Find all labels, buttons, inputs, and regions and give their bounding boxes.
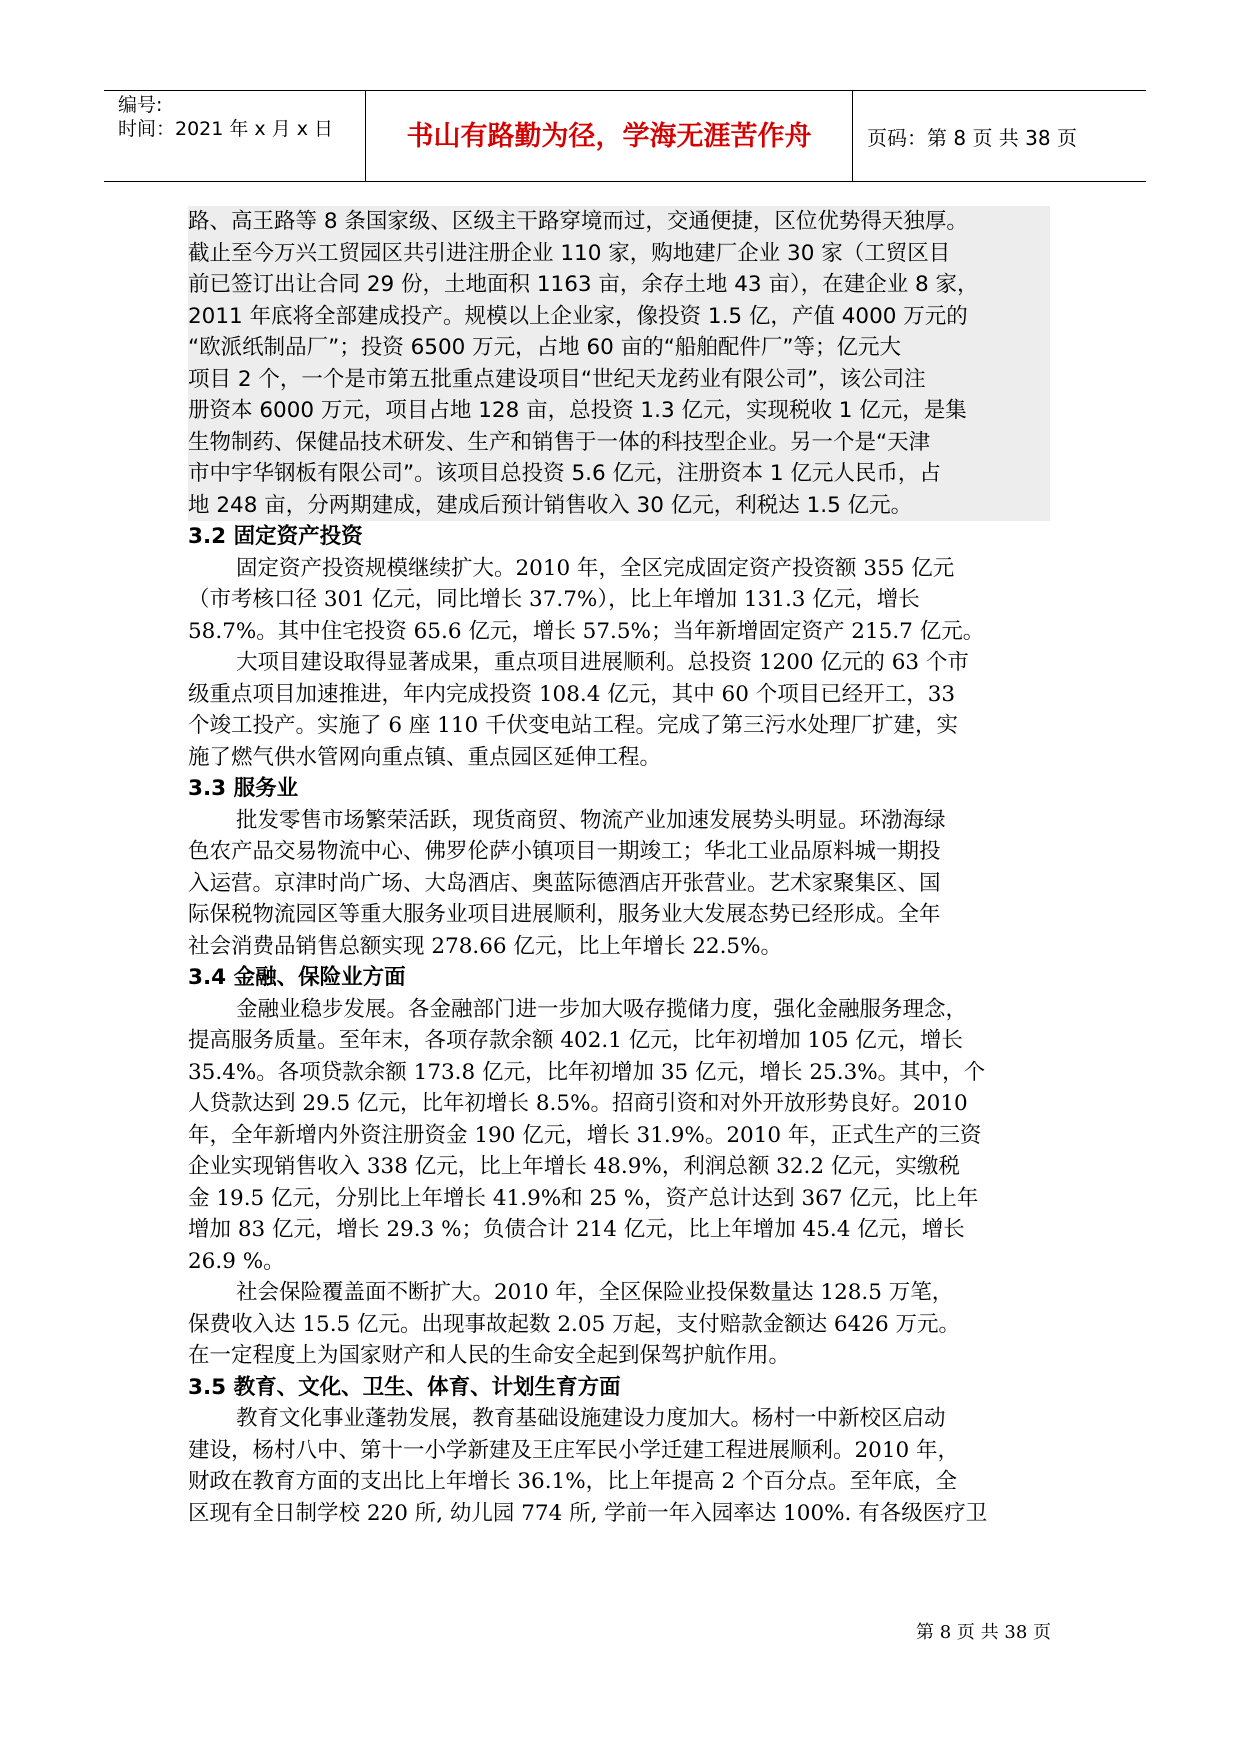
paragraph-line: 人贷款达到 29.5 亿元，比年初增长 8.5%。招商引资和对外开放形势良好。2010	[188, 1091, 968, 1116]
body-paragraph	[188, 994, 1050, 1278]
paragraph-line: 个竣工投产。实施了 6 座 110 千伏变电站工程。完成了第三污水处理厂扩建，实	[188, 713, 959, 738]
paragraph-line: 提高服务质量。至年末，各项存款余额 402.1 亿元，比年初增加 105 亿元，增长	[188, 1028, 963, 1053]
paragraph-line: 财政在教育方面的支出比上年增长 36.1%，比上年提高 2 个百分点。至年底，全	[188, 1469, 957, 1494]
page-footer: 第 8 页 共 38 页	[916, 1622, 1051, 1643]
paragraph-line: （市考核口径 301 亿元，同比增长 37.7%），比上年增加 131.3 亿元，增长	[188, 587, 920, 612]
section-heading: 3.4 金融、保险业方面	[188, 965, 406, 990]
intro-line: 市中宇华钢板有限公司”。该项目总投资 5.6 亿元，注册资本 1 亿元人民币，占	[188, 461, 941, 486]
paragraph-line: 大项目建设取得显著成果，重点项目进展顺利。总投资 1200 亿元的 63 个市	[236, 650, 969, 675]
intro-line: 生物制药、保健品技术研发、生产和销售于一体的科技型企业。另一个是“天津	[188, 429, 931, 455]
paragraph-line: 年，全年新增内外资注册资金 190 亿元，增长 31.9%。2010 年，正式生产的三资	[188, 1122, 982, 1148]
header-page-cell	[853, 91, 1146, 181]
body-paragraph	[188, 805, 1050, 963]
paragraph-line: 色农产品交易物流中心、佛罗伦萨小镇项目一期竣工；华北工业品原料城一期投	[188, 839, 941, 864]
intro-line: 项目 2 个，一个是市第五批重点建设项目“世纪天龙药业有限公司”，该公司注	[188, 366, 926, 392]
paragraph-line: 金 19.5 亿元，分别比上年增长 41.9%和 25 %，资产总计达到 367 亿元，比上年	[188, 1185, 979, 1211]
document-body	[188, 206, 1050, 1529]
header-page-number: 页码：第 8 页 共 38 页	[867, 126, 1077, 150]
paragraph-line: 际保税物流园区等重大服务业项目进展顺利，服务业大发展态势已经形成。全年	[188, 902, 941, 927]
paragraph-line: 保费收入达 15.5 亿元。出现事故起数 2.05 万起，支付赔款金额达 6426 万元。	[188, 1311, 960, 1337]
intro-line: 地 248 亩，分两期建成，建成后预计销售收入 30 亿元，利税达 1.5 亿元。	[188, 492, 913, 518]
document-number-label: 编号:	[118, 94, 163, 116]
body-paragraph	[188, 647, 1050, 773]
paragraph-line: 社会消费品销售总额实现 278.66 亿元，比上年增长 22.5%。	[188, 933, 783, 959]
paragraph-line: 批发零售市场繁荣活跃，现货商贸、物流产业加速发展势头明显。环渤海绿	[236, 807, 946, 833]
paragraph-line: 教育文化事业蓬勃发展，教育基础设施建设力度加大。杨村一中新校区启动	[236, 1406, 946, 1431]
body-paragraph	[188, 1277, 1050, 1372]
body-paragraph	[188, 1403, 1050, 1529]
section-heading: 3.2 固定资产投资	[188, 524, 363, 549]
intro-line: 2011 年底将全部建成投产。规模以上企业家，像投资 1.5 亿，产值 4000 万元的	[188, 303, 968, 329]
paragraph-line: 社会保险覆盖面不断扩大。2010 年，全区保险业投保数量达 128.5 万笔，	[236, 1280, 954, 1305]
paragraph-line: 26.9 %。	[188, 1248, 285, 1274]
intro-line: 册资本 6000 万元，项目占地 128 亩，总投资 1.3 亿元，实现税收 1 亿元，是集	[188, 398, 967, 423]
section-heading: 3.5 教育、文化、卫生、体育、计划生育方面	[188, 1374, 621, 1400]
paragraph-line: 58.7%。其中住宅投资 65.6 亿元，增长 57.5%；当年新增固定资产 215.7 亿元。	[188, 618, 985, 644]
paragraph-line: 金融业稳步发展。各金融部门进一步加大吸存揽储力度，强化金融服务理念，	[236, 996, 968, 1022]
paragraph-line: 企业实现销售收入 338 亿元，比上年增长 48.9%，利润总额 32.2 亿元，实缴税	[188, 1154, 960, 1179]
paragraph-line: 建设，杨村八中、第十一小学新建及王庄军民小学迁建工程进展顺利。2010 年，	[188, 1437, 960, 1463]
header-motto: 书山有路勤为径，学海无涯苦作舟	[406, 121, 812, 152]
intro-line: “欧派纸制品厂”；投资 6500 万元，占地 60 亩的“船舶配件厂”等；亿元大	[188, 335, 901, 360]
intro-line: 路、高王路等 8 条国家级、区级主干路穿境而过，交通便捷，区位优势得天独厚。	[188, 209, 968, 234]
paragraph-line: 增加 83 亿元，增长 29.3 %；负债合计 214 亿元，比上年增加 45.4 亿元，增长	[188, 1217, 965, 1242]
header-motto-cell	[366, 91, 853, 181]
paragraph-line: 在一定程度上为国家财产和人民的生命安全起到保驾护航作用。	[188, 1343, 791, 1368]
header-meta-cell	[104, 91, 366, 181]
paragraph-line: 级重点项目加速推进，年内完成投资 108.4 亿元，其中 60 个项目已经开工，33	[188, 681, 956, 707]
intro-line: 截止至今万兴工贸园区共引进注册企业 110 家，购地建厂企业 30 家（工贸区目	[188, 240, 951, 266]
paragraph-line: 固定资产投资规模继续扩大。2010 年，全区完成固定资产投资额 355 亿元	[236, 555, 955, 581]
body-paragraph	[188, 553, 1050, 648]
page-header	[104, 90, 1146, 182]
intro-highlighted-paragraph	[188, 206, 1050, 521]
paragraph-line: 施了燃气供水管网向重点镇、重点园区延伸工程。	[188, 744, 662, 770]
paragraph-line: 区现有全日制学校 220 所, 幼儿园 774 所, 学前一年入园率达 100%. 有各级医疗卫	[188, 1500, 988, 1526]
paragraph-line: 35.4%。各项贷款余额 173.8 亿元，比年初增加 35 亿元，增长 25.3%。其中，个	[188, 1059, 986, 1085]
intro-line: 前已签订出让合同 29 份，土地面积 1163 亩，余存土地 43 亩），在建企业 8 家，	[188, 272, 979, 297]
document-time-label: 时间：2021 年 x 月 x 日	[118, 118, 334, 140]
section-heading: 3.3 服务业	[188, 776, 299, 801]
paragraph-line: 入运营。京津时尚广场、大岛酒店、奥蓝际德酒店开张营业。艺术家聚集区、国	[188, 870, 941, 896]
